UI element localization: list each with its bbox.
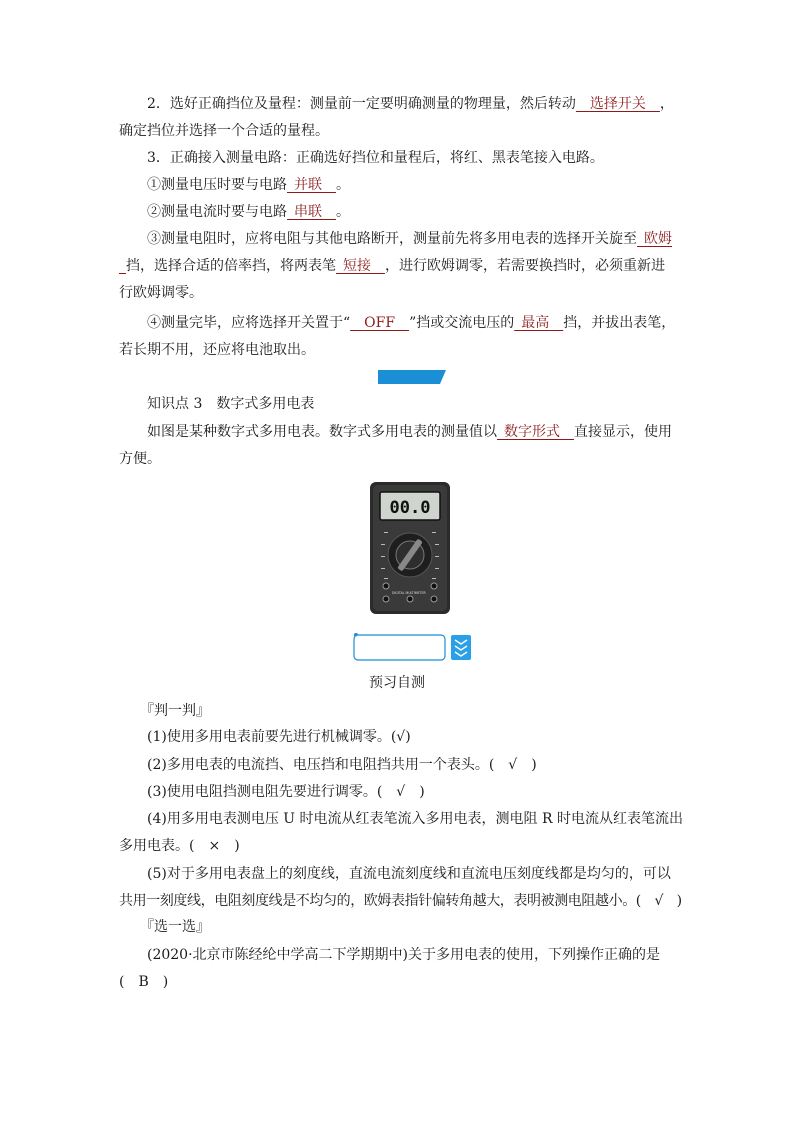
- judge-q3: (3)使用电阻挡测电阻先要进行调零。( √ ): [147, 784, 425, 800]
- judge-q2: (2)多用电表的电流挡、电压挡和电阻挡共用一个表头。( √ ): [147, 757, 537, 773]
- sub1-line: [147, 172, 679, 199]
- sub3-text1: ③测量电阻时，应将电阻与其他电路断开，测量前先将多用电表的选择开关旋至: [147, 231, 637, 247]
- kp3-blank: 数字形式: [504, 424, 560, 440]
- judge-q4-line2: 多用电表。( × ): [119, 838, 240, 854]
- kp3-text2: 直接显示，使用: [574, 424, 672, 440]
- choose-q1-line1: (2020·北京市陈经纶中学高二下学期期中)关于多用电表的使用，下列操作正确的是: [147, 947, 661, 963]
- kp3-line1: [147, 419, 679, 446]
- sub2-line: [147, 199, 679, 226]
- item2-end: ，: [659, 96, 674, 112]
- judge-header: 『判一判』: [140, 703, 210, 719]
- item2-line2: 确定挡位并选择一个合适的量程。: [119, 123, 329, 139]
- sub3-blank1-tail: [119, 258, 126, 274]
- sub3-blank2: 短接: [343, 258, 371, 274]
- kp3-line2: 方便。: [119, 451, 161, 467]
- section-title: 预习自测: [369, 675, 425, 691]
- sub4-text3: 挡，并拔出表笔，: [563, 315, 676, 331]
- judge-q4-line1: (4)用多用电表测电压 U 时电流从红表笔流入多用电表，测电阻 R 时电流从红表笔流出: [147, 811, 683, 827]
- item3-line: [147, 145, 679, 172]
- digital-multimeter-image: [370, 482, 450, 614]
- sub4-blank2: 最高: [521, 315, 550, 331]
- meter-display: 00.0: [389, 498, 431, 518]
- sub3-text3: ，进行欧姆调零，若需要换挡时，必须重新进: [385, 258, 665, 274]
- item3-lead: 3．正确接入测量电路：: [147, 150, 296, 166]
- sub4-line1: [147, 310, 679, 337]
- choose-q1-line2: ( B ): [119, 974, 169, 990]
- sub2-end: 。: [336, 204, 350, 220]
- item3-text: 正确选好挡位和量程后，将红、黑表笔接入电路。: [295, 150, 604, 166]
- judge-q5-line1: (5)对于多用电表盘上的刻度线，直流电流刻度线和直流电压刻度线都是均匀的，可以: [147, 866, 671, 882]
- sub1-text: ①测量电压时要与电路: [147, 177, 287, 193]
- sub3-line1: [147, 226, 679, 253]
- sub3-line3: 行欧姆调零。: [119, 285, 203, 301]
- kp3-text1: 如图是某种数字式多用电表。数字式多用电表的测量值以: [147, 424, 497, 440]
- item2-text: 测量前一定要明确测量的物理量，然后转动: [309, 96, 576, 112]
- sub4-line2: 若长期不用，还应将电池取出。: [119, 342, 315, 358]
- judge-q1: (1)使用多用电表前要先进行机械调零。(√): [147, 729, 411, 745]
- section-label-box: [353, 633, 473, 661]
- meter-brand: DIGITAL MULTIMETER: [392, 591, 426, 595]
- kp3-title: 知识点 3 数字式多用电表: [147, 396, 315, 412]
- sub3-blank1: 欧姆: [644, 231, 672, 247]
- sub4-text2: ”挡或交流电压的: [409, 315, 515, 331]
- sub4-text1: ④测量完毕，应将选择开关置于“: [147, 315, 351, 331]
- judge-q5-line2: 共用一刻度线，电阻刻度线是不均匀的，欧姆表指针偏转角越大，表明被测电阻越小。( √ ): [119, 893, 682, 909]
- choose-header: 『选一选』: [140, 919, 210, 935]
- section-tag-bar: [378, 370, 446, 384]
- sub3-line2: [119, 253, 679, 280]
- sub3-text2: 挡，选择合适的倍率挡，将两表笔: [126, 258, 336, 274]
- sub1-end: 。: [336, 177, 350, 193]
- item2-lead: 2．选好正确挡位及量程：: [147, 96, 310, 112]
- sub4-blank1: OFF: [364, 315, 396, 331]
- sub1-blank: 并联: [294, 177, 322, 193]
- item2-blank: 选择开关: [589, 96, 646, 112]
- sub2-text: ②测量电流时要与电路: [147, 204, 287, 220]
- item2-line1: [147, 91, 679, 118]
- sub2-blank: 串联: [294, 204, 322, 220]
